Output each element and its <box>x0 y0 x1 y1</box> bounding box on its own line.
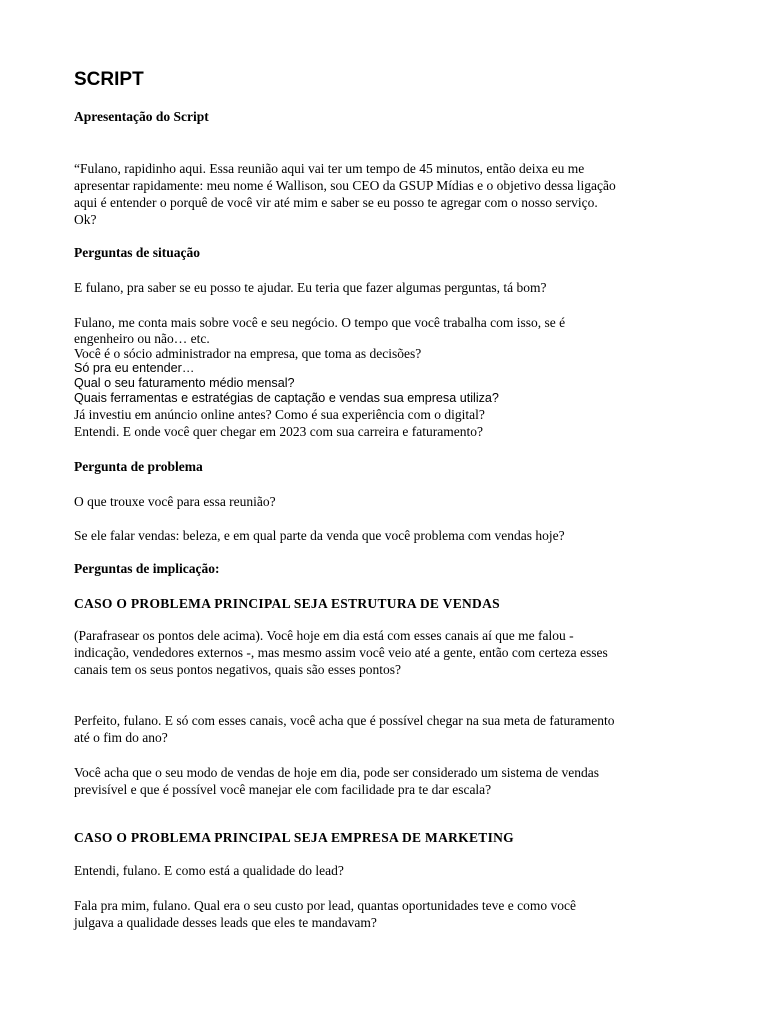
text-line: canais tem os seus pontos negativos, quais são esses pontos? <box>74 662 401 677</box>
paragraph-caso-estrutura-3 <box>74 764 599 798</box>
heading-problema: Pergunta de problema <box>74 459 203 474</box>
heading-apresentacao: Apresentação do Script <box>74 109 209 124</box>
text-line: engenheiro ou não… etc. <box>74 331 210 346</box>
text-line: Ok? <box>74 212 97 227</box>
heading-situacao: Perguntas de situação <box>74 245 200 260</box>
paragraph-caso-marketing-1: Entendi, fulano. E como está a qualidade do lead? <box>74 863 344 878</box>
text-line: Fala pra mim, fulano. Qual era o seu custo por lead, quantas oportunidades teve e como você <box>74 898 576 913</box>
text-line: aqui é entender o porquê de você vir até mim e saber se eu posso te agregar com o nosso serviço. <box>74 195 598 210</box>
text-line: Qual o seu faturamento médio mensal? <box>74 376 295 390</box>
paragraph-caso-marketing-2 <box>74 897 576 931</box>
text-line: Perfeito, fulano. E só com esses canais, você acha que é possível chegar na sua meta de faturamento <box>74 713 615 728</box>
heading-implicacao: Perguntas de implicação: <box>74 561 220 576</box>
text-line: Entendi. E onde você quer chegar em 2023 com sua carreira e faturamento? <box>74 424 483 439</box>
paragraph-problema-2: Se ele falar vendas: beleza, e em qual parte da venda que você problema com vendas hoje? <box>74 528 565 543</box>
text-line: apresentar rapidamente: meu nome é Wallison, sou CEO da GSUP Mídias e o objetivo dessa ligação <box>74 178 616 193</box>
list-situacao <box>74 314 565 440</box>
text-line: indicação, vendedores externos -, mas mesmo assim você veio até a gente, então com certeza esses <box>74 645 608 660</box>
text-line: Só pra eu entender… <box>74 361 195 375</box>
text-line: Fulano, me conta mais sobre você e seu negócio. O tempo que você trabalha com isso, se é <box>74 315 566 330</box>
text-line: até o fim do ano? <box>74 730 168 745</box>
paragraph-caso-estrutura-1 <box>74 627 608 678</box>
paragraph-problema-1: O que trouxe você para essa reunião? <box>74 494 276 509</box>
paragraph-caso-estrutura-2 <box>74 712 615 746</box>
text-line: julgava a qualidade desses leads que eles te mandavam? <box>74 915 377 930</box>
heading-caso-estrutura: CASO O PROBLEMA PRINCIPAL SEJA ESTRUTURA DE VENDAS <box>74 596 500 611</box>
text-line: Quais ferramentas e estratégias de captação e vendas sua empresa utiliza? <box>74 391 499 405</box>
heading-caso-marketing: CASO O PROBLEMA PRINCIPAL SEJA EMPRESA DE MARKETING <box>74 830 514 845</box>
text-line: “Fulano, rapidinho aqui. Essa reunião aqui vai ter um tempo de 45 minutos, então deixa eu me <box>74 161 585 176</box>
document-title: SCRIPT <box>74 69 144 90</box>
text-line: Já investiu em anúncio online antes? Como é sua experiência com o digital? <box>74 407 485 422</box>
text-line: Você acha que o seu modo de vendas de hoje em dia, pode ser considerado um sistema de vendas <box>74 765 599 780</box>
paragraph-situacao-intro: E fulano, pra saber se eu posso te ajudar. Eu teria que fazer algumas perguntas, tá bom? <box>74 280 547 295</box>
text-line: (Parafrasear os pontos dele acima). Você hoje em dia está com esses canais aí que me falou - <box>74 628 574 643</box>
paragraph-apresentacao <box>74 160 616 228</box>
text-line: Você é o sócio administrador na empresa, que toma as decisões? <box>74 346 422 361</box>
text-line: previsível e que é possível você manejar ele com facilidade pra te dar escala? <box>74 782 492 797</box>
